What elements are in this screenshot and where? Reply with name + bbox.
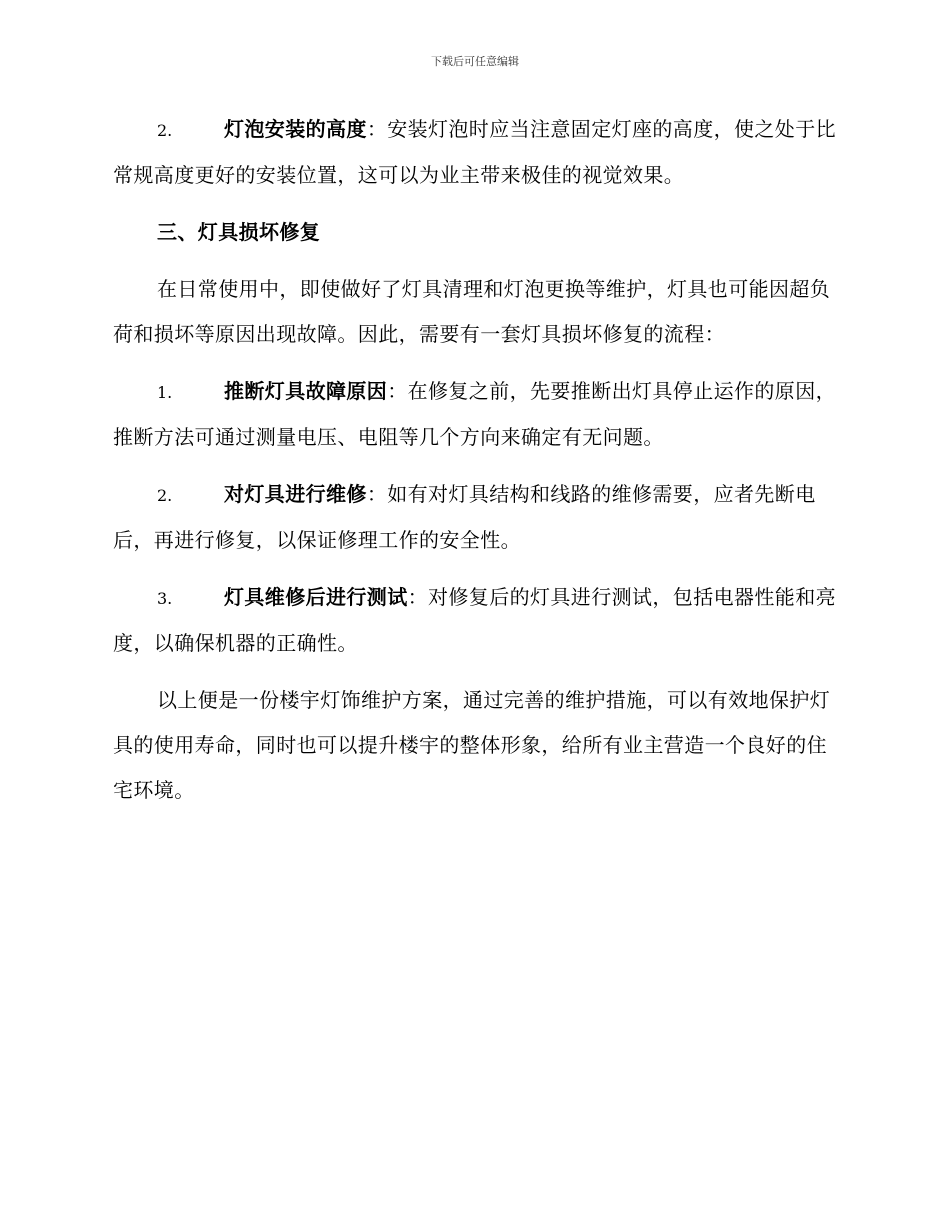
item-term: 推断灯具故障原因 <box>224 379 388 403</box>
item-text: ：在修复之前，先要推断出灯具停止运作的原因，推断方法可通过测量电压、电阻等几个方向来确定有无问题。 <box>113 379 837 449</box>
section-intro: 在日常使用中，即使做好了灯具清理和灯泡更换等维护，灯具也可能因超负荷和损坏等原因出现故障。因此，需要有一套灯具损坏修复的流程： <box>113 277 831 346</box>
item-term: 对灯具进行维修 <box>224 482 367 506</box>
item-term: 灯具维修后进行测试 <box>224 585 408 609</box>
conclusion-paragraph: 以上便是一份楼宇灯饰维护方案，通过完善的维护措施，可以有效地保护灯具的使用寿命，同时也可以提升楼宇的整体形象，给所有业主营造一个良好的住宅环境。 <box>113 688 831 802</box>
document-body <box>113 107 837 825</box>
list-item <box>113 472 837 563</box>
item-number: 3. <box>157 589 173 608</box>
item-term: 灯泡安装的高度 <box>224 117 367 141</box>
item-number: 2. <box>157 121 173 140</box>
page-header: 下载后可任意编辑 <box>431 55 519 68</box>
list-item <box>113 369 837 460</box>
item-text: ：安装灯泡时应当注意固定灯座的高度，使之处于比常规高度更好的安装位置，这可以为业主带来极佳的视觉效果。 <box>113 117 837 187</box>
list-item <box>113 107 837 198</box>
section-heading: 三、灯具损坏修复 <box>157 220 321 244</box>
item-text: ：如有对灯具结构和线路的维修需要，应者先断电后，再进行修复，以保证修理工作的安全性。 <box>113 482 816 552</box>
item-number: 1. <box>157 383 173 402</box>
list-item <box>113 575 837 666</box>
item-text: ：对修复后的灯具进行测试，包括电器性能和亮度，以确保机器的正确性。 <box>113 585 837 655</box>
item-number: 2. <box>157 486 173 505</box>
